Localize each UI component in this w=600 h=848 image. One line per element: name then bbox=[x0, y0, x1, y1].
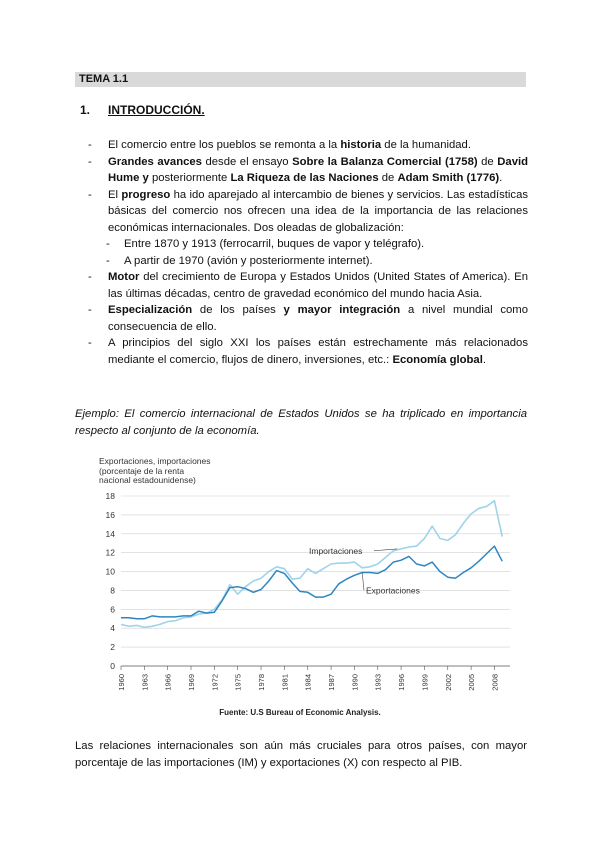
bullet-dash: - bbox=[88, 337, 92, 349]
sub-bullet-text: A partir de 1970 (avión y posteriormente internet). bbox=[124, 254, 373, 267]
bullet-dash: - bbox=[88, 139, 92, 151]
bullet-bold: Adam Smith (1776) bbox=[397, 172, 500, 184]
x-tick-label: 1996 bbox=[397, 674, 407, 691]
x-tick-label: 1981 bbox=[280, 674, 290, 691]
x-tick-label: 2002 bbox=[443, 674, 453, 691]
sub-bullet-item bbox=[88, 236, 528, 253]
bullet-list bbox=[88, 137, 528, 368]
x-tick-label: 1984 bbox=[303, 674, 313, 691]
bullet-bold: progreso bbox=[121, 188, 171, 201]
bullet-dash: - bbox=[106, 254, 110, 267]
chart-title-line: (porcentaje de la renta bbox=[99, 465, 185, 476]
bullet-item bbox=[88, 269, 528, 302]
x-tick-label: 1969 bbox=[187, 674, 197, 691]
chart-title bbox=[99, 457, 211, 486]
sub-bullet-text: Entre 1870 y 1913 (ferrocarril, buques de vapor y telégrafo). bbox=[124, 238, 425, 250]
series-line-exportaciones bbox=[121, 546, 502, 619]
x-tick-label: 1990 bbox=[350, 674, 360, 691]
bullet-item bbox=[88, 302, 528, 335]
x-tick-label: 1963 bbox=[140, 674, 150, 691]
annotation-exportaciones: Exportaciones bbox=[366, 585, 420, 596]
bullet-item bbox=[88, 154, 528, 187]
bullet-text: de bbox=[477, 155, 498, 168]
y-tick-label: 6 bbox=[110, 604, 115, 615]
bullet-dash: - bbox=[88, 188, 92, 201]
bullet-item bbox=[88, 335, 528, 368]
series-line-importaciones bbox=[121, 501, 502, 628]
y-tick-label: 0 bbox=[110, 661, 115, 671]
bullet-text: . bbox=[499, 172, 503, 184]
y-tick-label: 10 bbox=[105, 566, 115, 577]
chart-title-line: Exportaciones, importaciones bbox=[99, 456, 211, 466]
y-tick-label: 14 bbox=[105, 528, 115, 539]
x-tick-label: 1999 bbox=[420, 674, 430, 691]
x-tick-label: 1972 bbox=[210, 674, 220, 691]
bullet-text: El comercio entre los pueblos se remonta a la bbox=[108, 139, 341, 151]
bullet-bold: Especialización bbox=[108, 304, 193, 316]
example-paragraph bbox=[75, 406, 527, 439]
bullet-text: del crecimiento de Europa y Estados Unidos (United States of America). En las últimas décadas, centro de gravedad económico del mundo hacia Asia. bbox=[108, 271, 528, 300]
example-text: El comercio internacional de Estados Unidos se ha triplicado en importancia respecto al conjunto de la economía. bbox=[75, 408, 527, 437]
annotation-leader bbox=[362, 573, 364, 591]
bullet-text: a nivel mundial como consecuencia de ello. bbox=[108, 304, 528, 333]
x-tick-label: 2005 bbox=[467, 674, 477, 691]
bullet-dash: - bbox=[106, 238, 110, 250]
x-tick-label: 1993 bbox=[373, 674, 383, 691]
chart-title-line: nacional estadounidense) bbox=[99, 475, 196, 485]
bullet-bold: Sobre la Balanza Comercial (1758) bbox=[292, 155, 478, 168]
y-tick-label: 8 bbox=[110, 585, 115, 596]
bullet-dash: - bbox=[88, 155, 92, 168]
section-title: INTRODUCCIÓN. bbox=[108, 103, 205, 117]
y-tick-label: 12 bbox=[105, 547, 115, 558]
chart-canvas bbox=[96, 456, 522, 718]
x-tick-label: 1966 bbox=[163, 674, 173, 691]
bullet-bold: Motor bbox=[108, 271, 140, 283]
closing-paragraph: Las relaciones internacionales son aún más cruciales para otros países, con mayor porcentaje de las importaciones (IM) y exportaciones (X) con respecto al PIB. bbox=[75, 740, 527, 769]
tema-label: TEMA 1.1 bbox=[79, 73, 129, 85]
bullet-item bbox=[88, 137, 528, 154]
bullet-text: . bbox=[482, 353, 486, 366]
bullet-bold: historia bbox=[340, 139, 382, 151]
bullet-text: posteriormente bbox=[148, 172, 231, 184]
section-heading bbox=[80, 103, 205, 117]
bullet-text: desde el ensayo bbox=[201, 155, 293, 168]
bullet-text: de bbox=[378, 172, 398, 184]
y-tick-label: 2 bbox=[110, 642, 115, 653]
bullet-text: El bbox=[108, 188, 122, 201]
y-tick-label: 4 bbox=[110, 623, 115, 634]
example-label: Ejemplo: bbox=[75, 408, 119, 420]
bullet-dash: - bbox=[88, 304, 92, 316]
trade-chart bbox=[96, 456, 522, 718]
sub-bullet-item bbox=[88, 253, 528, 270]
x-tick-label: 1987 bbox=[327, 674, 337, 691]
y-tick-label: 16 bbox=[105, 509, 115, 520]
x-tick-label: 1978 bbox=[257, 674, 267, 691]
tema-header bbox=[75, 72, 526, 87]
x-tick-label: 1960 bbox=[117, 674, 126, 691]
bullet-bold: Economía global bbox=[392, 353, 483, 366]
bullet-bold: David Hume y bbox=[108, 155, 529, 184]
bullet-text: de los países bbox=[192, 304, 284, 316]
bullet-bold: Grandes avances bbox=[108, 155, 202, 168]
section-number: 1. bbox=[80, 103, 91, 117]
bullet-bold: La Riqueza de las Naciones bbox=[230, 172, 379, 184]
x-tick-label: 1975 bbox=[233, 674, 243, 691]
annotation-importaciones: Importaciones bbox=[309, 545, 363, 556]
x-tick-label: 2008 bbox=[490, 674, 500, 691]
y-tick-label: 18 bbox=[105, 491, 115, 501]
bullet-bold: y mayor integración bbox=[283, 304, 401, 316]
bullet-text: A principios del siglo XXI los países están estrechamente más relacionados mediante el comercio, flujos de dinero, inversiones, etc.: bbox=[108, 337, 528, 366]
bullet-text: ha ido aparejado al intercambio de bienes y servicios. Las estadísticas básicas del comercio nos ofrecen una idea de la importancia de las relaciones económicas internacionales. Dos oleadas de globalización: bbox=[108, 188, 528, 234]
bullet-item bbox=[88, 187, 528, 237]
bullet-dash: - bbox=[88, 271, 92, 283]
chart-source: Fuente: U.S Bureau of Economic Analysis. bbox=[219, 708, 381, 717]
bullet-text: de la humanidad. bbox=[381, 139, 471, 151]
